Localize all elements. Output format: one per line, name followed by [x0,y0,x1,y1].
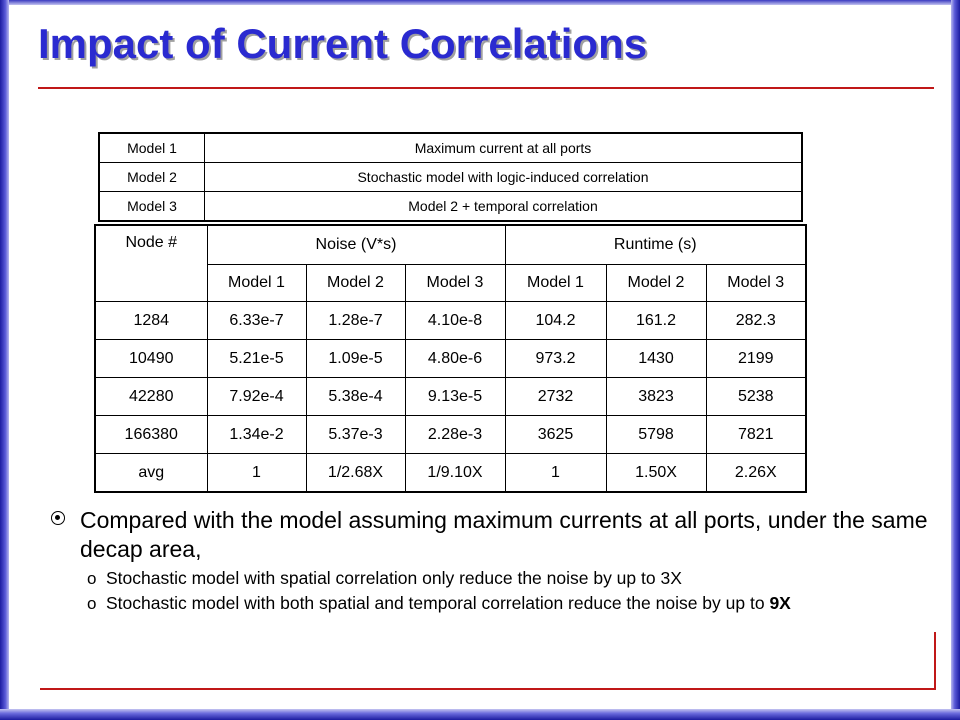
table-row [95,378,806,416]
model-row [99,133,802,163]
sub-bullet-text: Stochastic model with spatial correlation only reduce the noise by up to 3X [106,568,682,588]
runtime-cell: 5798 [606,416,706,454]
runtime-cell: 3823 [606,378,706,416]
node-count-cell: avg [95,454,207,493]
noise-cell: 7.92e-4 [207,378,306,416]
runtime-cell: 2732 [505,378,606,416]
table-row-average [95,454,806,493]
sub-bullet-text: Stochastic model with both spatial and temporal correlation reduce the noise by up to [106,593,770,613]
runtime-cell: 282.3 [706,302,806,340]
bottom-rule [40,688,936,690]
noise-cell: 2.28e-3 [405,416,505,454]
runtime-group-header: Runtime (s) [505,225,806,265]
runtime-cell: 5238 [706,378,806,416]
slide-title: Impact of Current Correlations [38,20,648,67]
noise-model3-header: Model 3 [405,265,505,302]
frame-right-border [951,0,960,720]
results-table [94,224,807,493]
noise-cell: 1/9.10X [405,454,505,493]
table-row [95,340,806,378]
noise-cell: 5.38e-4 [306,378,405,416]
noise-cell: 1.28e-7 [306,302,405,340]
circle-bullet-icon [51,511,65,525]
frame-bottom-border [0,709,960,720]
sub-bullet-marker: o [87,569,97,588]
noise-model2-header: Model 2 [306,265,405,302]
noise-cell: 5.37e-3 [306,416,405,454]
sub-bullet-emphasis: 9X [769,593,791,613]
runtime-cell: 7821 [706,416,806,454]
runtime-cell: 3625 [505,416,606,454]
noise-cell: 5.21e-5 [207,340,306,378]
noise-cell: 9.13e-5 [405,378,505,416]
runtime-cell: 1 [505,454,606,493]
table-row [95,302,806,340]
corner-accent-rule [934,632,936,690]
runtime-cell: 1430 [606,340,706,378]
bullet-list [50,506,930,614]
noise-cell: 1/2.68X [306,454,405,493]
main-bullet [50,506,930,564]
table-row [95,416,806,454]
node-count-cell: 1284 [95,302,207,340]
noise-cell: 4.10e-8 [405,302,505,340]
runtime-cell: 973.2 [505,340,606,378]
noise-cell: 6.33e-7 [207,302,306,340]
model-name: Model 3 [99,192,205,222]
model-row [99,163,802,192]
noise-cell: 4.80e-6 [405,340,505,378]
noise-group-header: Noise (V*s) [207,225,505,265]
model-name: Model 2 [99,163,205,192]
model-legend-table [98,132,803,222]
runtime-cell: 2.26X [706,454,806,493]
sub-bullet [50,568,930,589]
model-description: Stochastic model with logic-induced correlation [205,163,803,192]
runtime-model1-header: Model 1 [505,265,606,302]
model-row [99,192,802,222]
noise-cell: 1 [207,454,306,493]
frame-left-border [0,0,9,720]
results-header-row [95,225,806,265]
noise-model1-header: Model 1 [207,265,306,302]
noise-cell: 1.09e-5 [306,340,405,378]
title-underline [38,87,934,89]
model-name: Model 1 [99,133,205,163]
model-description: Model 2 + temporal correlation [205,192,803,222]
runtime-cell: 104.2 [505,302,606,340]
runtime-cell: 161.2 [606,302,706,340]
model-description: Maximum current at all ports [205,133,803,163]
node-count-cell: 10490 [95,340,207,378]
sub-bullet-marker: o [87,594,97,613]
main-bullet-text: Compared with the model assuming maximum currents at all ports, under the same decap area, [80,507,928,562]
node-count-cell: 42280 [95,378,207,416]
sub-bullet [50,593,930,614]
runtime-model2-header: Model 2 [606,265,706,302]
runtime-cell: 2199 [706,340,806,378]
runtime-model3-header: Model 3 [706,265,806,302]
node-column-header: Node # [95,225,207,302]
runtime-cell: 1.50X [606,454,706,493]
noise-cell: 1.34e-2 [207,416,306,454]
node-count-cell: 166380 [95,416,207,454]
frame-top-border [0,0,960,5]
